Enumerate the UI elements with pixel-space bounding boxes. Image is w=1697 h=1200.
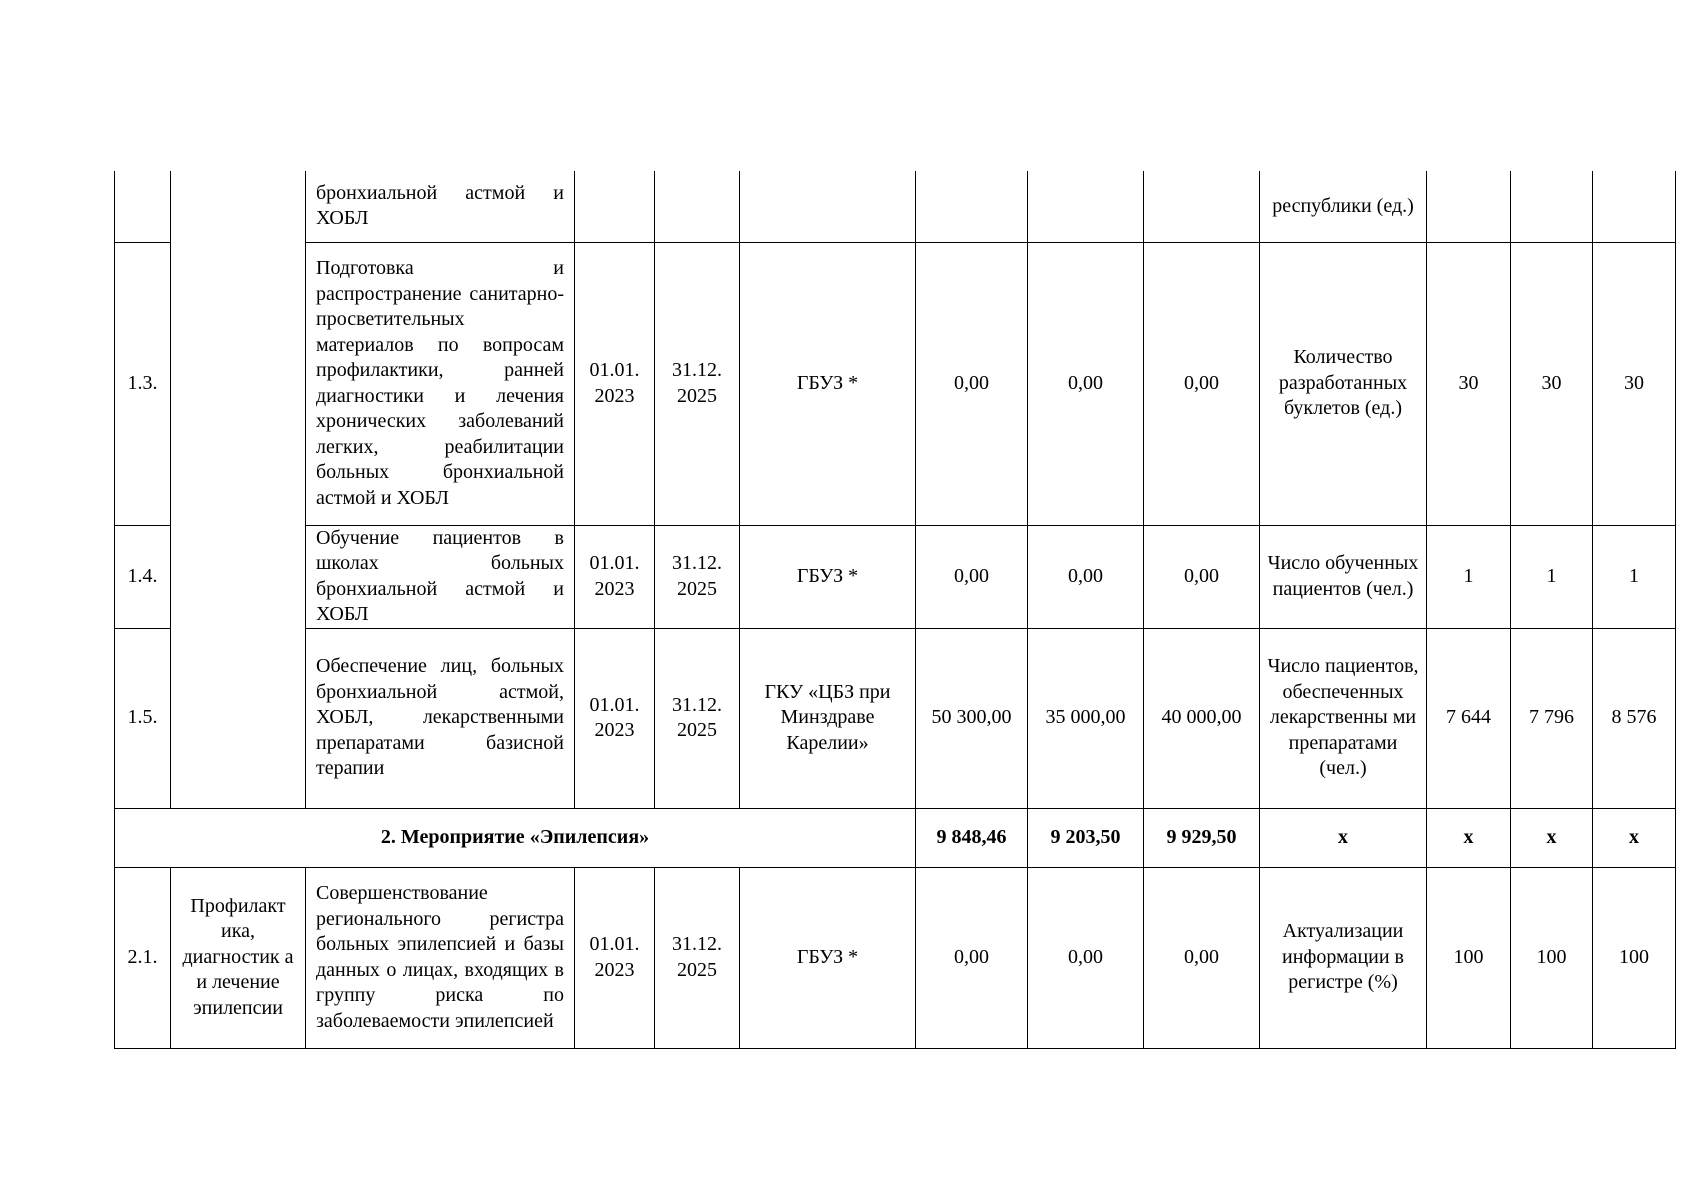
value-2024-cell: 100 [1511, 867, 1593, 1048]
end-date-cell: 31.12. 2025 [655, 242, 740, 525]
group-cell [171, 171, 306, 808]
value-2025-cell [1593, 171, 1676, 242]
executor-cell [740, 171, 916, 242]
value-2023-cell: 1 [1427, 525, 1511, 628]
value-2023-cell [1427, 171, 1511, 242]
funding-2023-cell [916, 171, 1028, 242]
funding-2024-cell: 0,00 [1028, 867, 1144, 1048]
table-row [115, 171, 1676, 242]
value-2023-cell: 100 [1427, 867, 1511, 1048]
funding-2023-cell: 0,00 [916, 867, 1028, 1048]
end-date-cell: 31.12. 2025 [655, 628, 740, 808]
indicator-cell: Число обученных пациентов (чел.) [1260, 525, 1427, 628]
indicator-cell: Число пациентов, обеспеченных лекарственны ми препаратами (чел.) [1260, 628, 1427, 808]
value-2023-cell: 30 [1427, 242, 1511, 525]
table-row [115, 628, 1676, 808]
section-value-2024: х [1511, 808, 1593, 867]
value-2024-cell: 30 [1511, 242, 1593, 525]
funding-2025-cell: 40 000,00 [1144, 628, 1260, 808]
start-date-cell: 01.01. 2023 [575, 867, 655, 1048]
funding-2023-cell: 0,00 [916, 525, 1028, 628]
executor-cell: ГБУЗ * [740, 525, 916, 628]
funding-2024-cell: 0,00 [1028, 242, 1144, 525]
funding-2023-cell: 0,00 [916, 242, 1028, 525]
start-date-cell: 01.01. 2023 [575, 242, 655, 525]
indicator-cell: Актуализации информации в регистре (%) [1260, 867, 1427, 1048]
table-row [115, 525, 1676, 628]
value-2024-cell: 1 [1511, 525, 1593, 628]
end-date-cell: 31.12. 2025 [655, 525, 740, 628]
num-cell: 1.4. [115, 525, 171, 628]
start-date-cell: 01.01. 2023 [575, 628, 655, 808]
section-funding-2024: 9 203,50 [1028, 808, 1144, 867]
executor-cell: ГКУ «ЦБЗ при Минздраве Карелии» [740, 628, 916, 808]
value-2025-cell: 8 576 [1593, 628, 1676, 808]
table-row [115, 867, 1676, 1048]
funding-2024-cell: 35 000,00 [1028, 628, 1144, 808]
funding-2025-cell: 0,00 [1144, 867, 1260, 1048]
executor-cell: ГБУЗ * [740, 867, 916, 1048]
num-cell: 1.3. [115, 242, 171, 525]
value-2024-cell [1511, 171, 1593, 242]
value-2024-cell: 7 796 [1511, 628, 1593, 808]
section-value-2023: х [1427, 808, 1511, 867]
section-funding-2025: 9 929,50 [1144, 808, 1260, 867]
num-cell: 2.1. [115, 867, 171, 1048]
value-2025-cell: 100 [1593, 867, 1676, 1048]
funding-2025-cell: 0,00 [1144, 525, 1260, 628]
description-cell: Совершенствование регионального регистра больных эпилепсией и базы данных о лицах, входящих в группу риска по заболеваемости эпилепсией [306, 867, 575, 1048]
section-indicator: х [1260, 808, 1427, 867]
section-row [115, 808, 1676, 867]
end-date-cell: 31.12. 2025 [655, 867, 740, 1048]
num-cell [115, 171, 171, 242]
start-date-cell: 01.01. 2023 [575, 525, 655, 628]
start-date-cell [575, 171, 655, 242]
description-cell: Обучение пациентов в школах больных бронхиальной астмой и ХОБЛ [306, 525, 575, 628]
funding-2024-cell [1028, 171, 1144, 242]
funding-2025-cell [1144, 171, 1260, 242]
description-cell: бронхиальной астмой и ХОБЛ [306, 171, 575, 242]
section-value-2025: х [1593, 808, 1676, 867]
num-cell: 1.5. [115, 628, 171, 808]
group-cell: Профилакт ика, диагностик а и лечение эпилепсии [171, 867, 306, 1048]
section-funding-2023: 9 848,46 [916, 808, 1028, 867]
table-row [115, 242, 1676, 525]
funding-2024-cell: 0,00 [1028, 525, 1144, 628]
funding-2023-cell: 50 300,00 [916, 628, 1028, 808]
value-2023-cell: 7 644 [1427, 628, 1511, 808]
value-2025-cell: 1 [1593, 525, 1676, 628]
indicator-cell: республики (ед.) [1260, 171, 1427, 242]
executor-cell: ГБУЗ * [740, 242, 916, 525]
program-activities-table [114, 171, 1676, 1049]
value-2025-cell: 30 [1593, 242, 1676, 525]
description-cell: Подготовка и распространение санитарно-просветительных материалов по вопросам профилактики, ранней диагностики и лечения хронических заболеваний легких, реабилитации больных бронхиальной астмой и ХОБЛ [306, 242, 575, 525]
description-cell: Обеспечение лиц, больных бронхиальной астмой, ХОБЛ, лекарственными препаратами базисной терапии [306, 628, 575, 808]
funding-2025-cell: 0,00 [1144, 242, 1260, 525]
end-date-cell [655, 171, 740, 242]
section-title: 2. Мероприятие «Эпилепсия» [115, 808, 916, 867]
indicator-cell: Количество разработанных буклетов (ед.) [1260, 242, 1427, 525]
